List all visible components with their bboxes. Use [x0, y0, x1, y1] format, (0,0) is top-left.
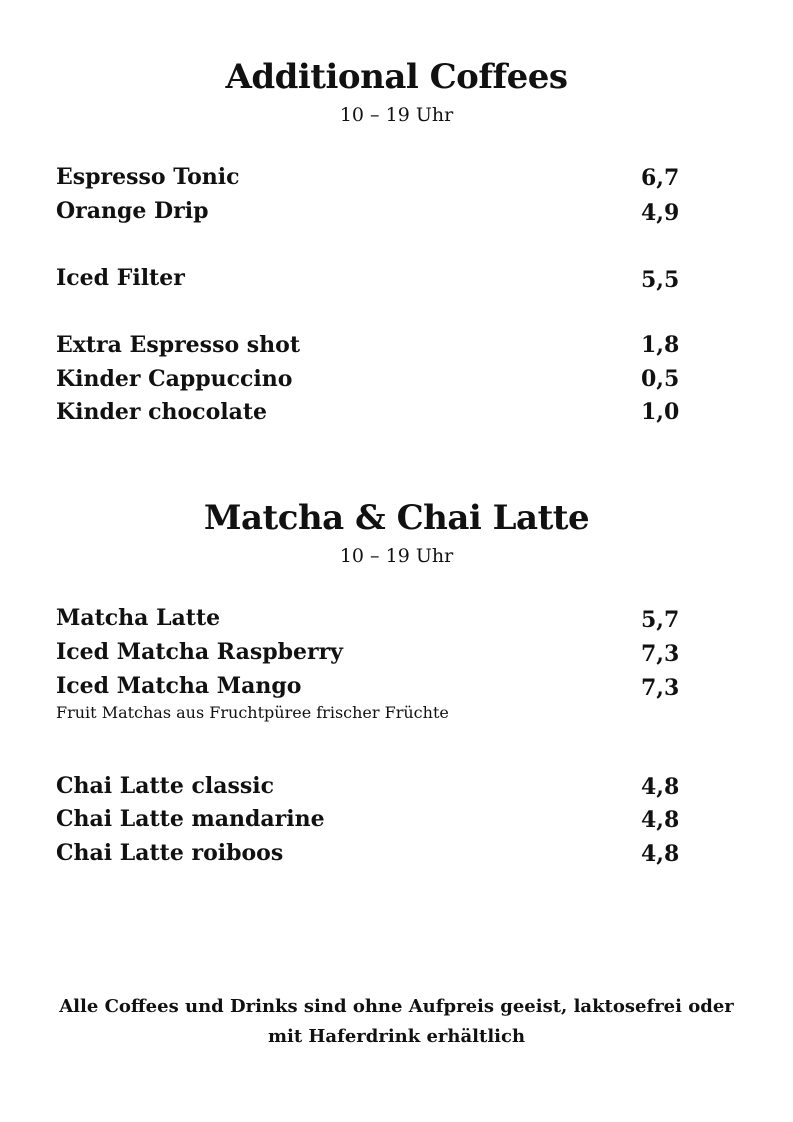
menu-item-price: 5,7: [641, 607, 680, 633]
section-title-additional-coffees: Additional Coffees: [225, 57, 568, 97]
menu-item-price: 6,7: [641, 165, 680, 191]
menu-item-name: Espresso Tonic: [56, 164, 240, 190]
menu-item-price: 0,5: [641, 366, 680, 392]
menu-item-name: Matcha Latte: [56, 605, 221, 631]
menu-item-name: Iced Matcha Mango: [56, 673, 302, 699]
menu-item-name: Chai Latte roiboos: [56, 840, 284, 866]
menu-item-note: Fruit Matchas aus Fruchtpüree frischer Früchte: [56, 703, 449, 722]
menu-item-name: Iced Filter: [56, 265, 185, 291]
section-title-matcha-chai: Matcha & Chai Latte: [203, 498, 590, 538]
menu-item-price: 4,8: [641, 841, 680, 867]
menu-item-name: Chai Latte classic: [56, 773, 275, 799]
footer-note-line-2: mit Haferdrink erhältlich: [267, 1026, 526, 1047]
menu-item-price: 4,8: [641, 774, 680, 800]
menu-item-name: Orange Drip: [56, 198, 209, 224]
menu-item-name: Chai Latte mandarine: [56, 806, 325, 832]
menu-item-price: 4,8: [641, 807, 680, 833]
menu-item-name: Kinder chocolate: [56, 399, 268, 425]
section-hours-matcha-chai: 10 – 19 Uhr: [339, 545, 454, 567]
menu-item-name: Kinder Cappuccino: [56, 366, 293, 392]
menu-item-price: 1,8: [641, 332, 680, 358]
menu-item-price: 4,9: [641, 200, 680, 226]
menu-item-price: 5,5: [641, 267, 680, 293]
footer-note-line-1: Alle Coffees und Drinks sind ohne Aufpreis geeist, laktosefrei oder: [59, 996, 734, 1017]
menu-item-price: 7,3: [641, 675, 680, 701]
menu-item-name: Iced Matcha Raspberry: [56, 639, 343, 665]
menu-item-name: Extra Espresso shot: [56, 332, 300, 358]
menu-item-price: 7,3: [641, 641, 680, 667]
section-hours-additional-coffees: 10 – 19 Uhr: [339, 104, 454, 126]
footer-note: [40, 992, 753, 1052]
menu-item-price: 1,0: [641, 399, 680, 425]
